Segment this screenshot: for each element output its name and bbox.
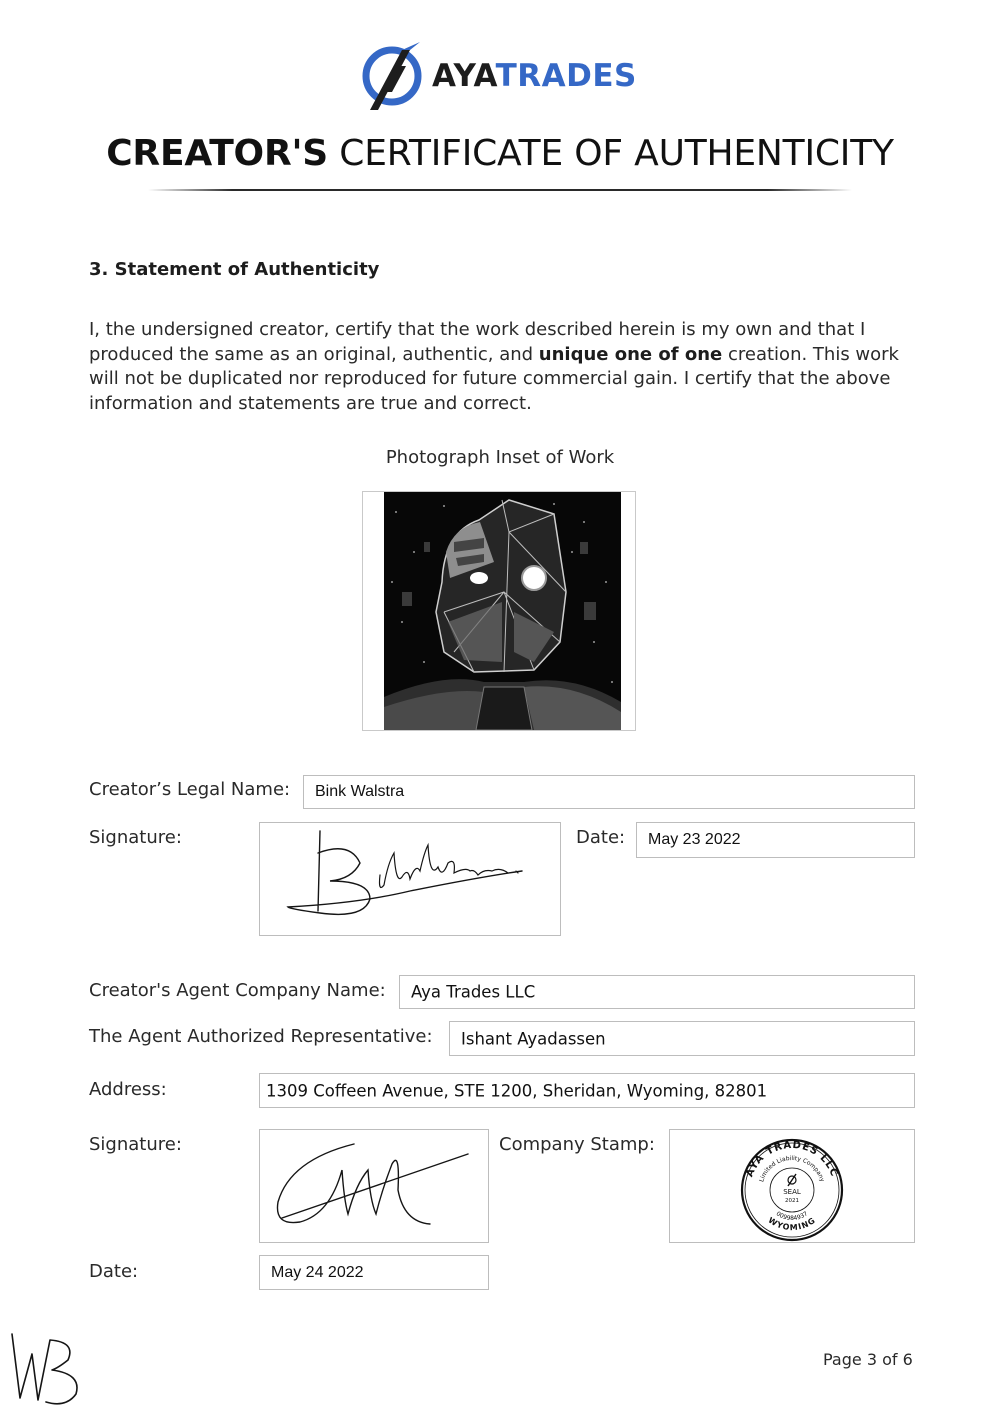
agent-address-value: 1309 Coffeen Avenue, STE 1200, Sheridan, Wyoming, 82801 <box>266 1081 768 1100</box>
stamp-ring-text: Limited Liability Company <box>758 1154 826 1183</box>
statement-paragraph <box>89 318 919 416</box>
agent-date-value: May 24 2022 <box>271 1263 364 1281</box>
creator-signature-box[interactable] <box>259 822 561 936</box>
initials-image <box>6 1330 86 1410</box>
title-divider <box>148 189 852 191</box>
agent-representative-label: The Agent Authorized Representative: <box>89 1026 433 1047</box>
certificate-title-rest: CERTIFICATE OF AUTHENTICITY <box>339 133 894 174</box>
artwork-image <box>384 492 621 730</box>
company-stamp-label: Company Stamp: <box>499 1134 655 1155</box>
stamp-logo-icon <box>788 1174 796 1186</box>
agent-company-field[interactable] <box>399 975 915 1009</box>
stamp-bottom-text: WYOMING <box>766 1215 818 1233</box>
agent-signature-label: Signature: <box>89 1134 182 1155</box>
agent-company-label: Creator's Agent Company Name: <box>89 980 386 1001</box>
agent-company-value: Aya Trades LLC <box>411 982 536 1002</box>
page-initials <box>6 1330 86 1410</box>
creator-legal-name-label: Creator’s Legal Name: <box>89 779 291 800</box>
agent-representative-value: Ishant Ayadassen <box>461 1029 606 1048</box>
creator-legal-name-value: Bink Walstra <box>315 783 405 800</box>
certificate-title-bold: CREATOR'S <box>106 133 329 174</box>
creator-date-label: Date: <box>576 827 626 848</box>
statement-text-end: creation. This work will not be duplicated nor reproduced for future commercial gain. I certify that the above information and statements are true and correct. <box>89 343 899 414</box>
statement-text-start: I, the undersigned creator, certify that the work described herein is my own and that I produced the same as an original, authentic, and <box>89 319 866 365</box>
brand-wordmark-trades: TRADES <box>495 58 637 94</box>
brand-wordmark-aya: AYA <box>432 58 496 94</box>
page-number: Page 3 of 6 <box>823 1350 913 1369</box>
brand-wordmark <box>432 56 637 96</box>
stamp-number: 009984937 <box>774 1210 810 1222</box>
agent-address-field[interactable] <box>259 1073 915 1108</box>
agent-representative-field[interactable] <box>449 1021 915 1056</box>
creator-date-value: May 23 2022 <box>648 831 741 848</box>
agent-date-field[interactable] <box>259 1255 489 1290</box>
company-stamp-box <box>669 1129 915 1243</box>
creator-date-field[interactable] <box>636 822 915 858</box>
photo-caption: Photograph Inset of Work <box>385 447 615 468</box>
agent-signature-box[interactable] <box>259 1129 489 1243</box>
creator-signature-image <box>260 823 560 935</box>
agent-address-label: Address: <box>89 1079 167 1100</box>
agent-date-label: Date: <box>89 1261 139 1282</box>
stamp-top-text: AYA TRADES LLC <box>744 1139 840 1179</box>
ayatrades-logo-icon <box>362 40 424 114</box>
stamp-year: 2021 <box>785 1198 799 1204</box>
creator-signature-label: Signature: <box>89 827 182 848</box>
section-heading: 3. Statement of Authenticity <box>89 259 380 280</box>
photo-inset-frame <box>362 491 636 731</box>
stamp-seal-word: SEAL <box>783 1188 801 1196</box>
certificate-title <box>0 130 1000 178</box>
creator-legal-name-field[interactable] <box>303 775 915 809</box>
company-seal-stamp <box>670 1130 914 1242</box>
statement-text-bold: unique one of one <box>538 343 723 365</box>
agent-signature-image <box>260 1130 488 1242</box>
